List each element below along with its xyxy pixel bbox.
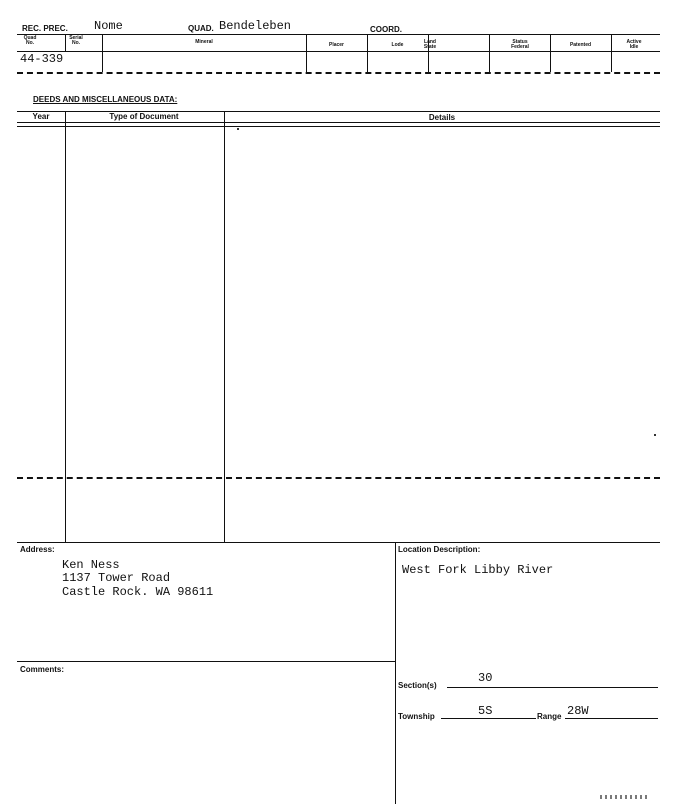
bottom-divider (395, 542, 396, 804)
range-underline (565, 718, 658, 719)
col-header-mineral: Mineral (195, 39, 213, 45)
header-mid-rule (17, 51, 660, 52)
township-underline (441, 718, 536, 719)
col-divider (611, 34, 612, 72)
col-header-placer: Placer (328, 42, 344, 48)
deeds-col-type: Type of Document (109, 112, 179, 121)
deeds-header-rule (17, 122, 660, 123)
scan-speck (237, 128, 239, 130)
location-label: Location Description: (398, 545, 481, 554)
col-header-lode: Lode (391, 42, 404, 48)
quad-label: QUAD. (188, 24, 214, 33)
col-header-serial-no: Serial No. (69, 35, 83, 46)
comments-label: Comments: (20, 665, 65, 674)
deeds-col-year: Year (32, 112, 50, 121)
rec-prec-label: REC. PREC. (22, 24, 68, 33)
col-header-patented: Patented (569, 42, 592, 48)
range-value[interactable]: 28W (567, 704, 589, 718)
address-label: Address: (20, 545, 55, 554)
section-value[interactable]: 30 (478, 671, 493, 685)
coord-label: COORD. (370, 25, 402, 34)
address-line-3[interactable]: Castle Rock. WA 98611 (62, 585, 214, 599)
header-dashed-rule (17, 72, 660, 74)
quad-value[interactable]: Bendeleben (219, 19, 292, 33)
col-header-active-idle: Active Idle (626, 39, 642, 50)
scan-smudge (600, 795, 648, 799)
header-top-rule (17, 34, 660, 35)
township-label: Township (398, 712, 435, 721)
section-underline (447, 687, 658, 688)
col-divider (550, 34, 551, 72)
deeds-header-rule-2 (17, 126, 660, 127)
section-label: Section(s) (398, 681, 437, 690)
comments-rule (17, 661, 395, 662)
quad-no-value[interactable]: 44-339 (20, 52, 64, 66)
deeds-dashed-rule (17, 477, 660, 479)
col-header-status-federal: Status Federal (511, 39, 529, 50)
location-value[interactable]: West Fork Libby River (402, 563, 554, 577)
col-divider (489, 34, 490, 72)
township-value[interactable]: 5S (478, 704, 493, 718)
rec-prec-value[interactable]: Nome (94, 19, 123, 33)
col-divider (367, 34, 368, 72)
bottom-top-rule (17, 542, 660, 543)
address-line-1[interactable]: Ken Ness (62, 558, 120, 572)
address-line-2[interactable]: 1137 Tower Road (62, 571, 171, 585)
col-divider (306, 34, 307, 72)
scan-speck (654, 434, 656, 436)
deeds-title: DEEDS AND MISCELLANEOUS DATA: (33, 95, 178, 104)
col-header-quad-no: Quad No. (23, 35, 37, 46)
deeds-col-details: Details (428, 113, 456, 122)
range-label: Range (537, 712, 562, 721)
col-header-land-state: Land State (423, 39, 437, 50)
